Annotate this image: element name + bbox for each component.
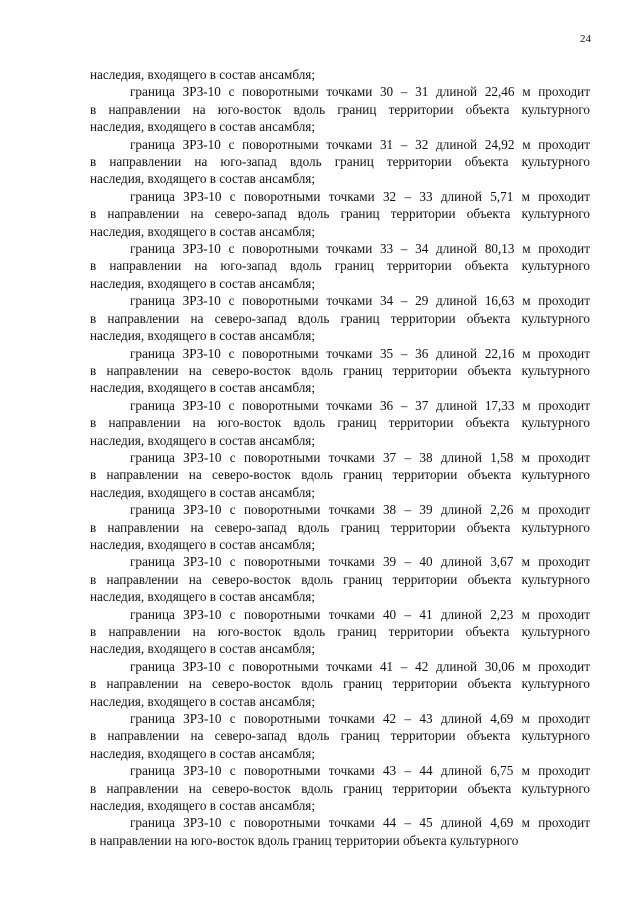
paragraph (90, 553, 590, 605)
paragraph (90, 449, 590, 501)
page-number: 24 (580, 33, 591, 45)
text-line: граница ЗРЗ-10 с поворотными точками 36 – 37 длиной 17,33 м проходит (130, 397, 590, 413)
text-line: наследия, входящего в состав ансамбля; (90, 328, 316, 344)
text-line: наследия, входящего в состав ансамбля; (90, 693, 316, 709)
text-line: в направлении на северо-запад вдоль границ территории объекта культурного (90, 728, 590, 744)
text-line: граница ЗРЗ-10 с поворотными точками 43 – 44 длиной 6,75 м проходит (130, 763, 590, 779)
text-line: граница ЗРЗ-10 с поворотными точками 32 – 33 длиной 5,71 м проходит (130, 188, 590, 204)
paragraph (90, 345, 590, 397)
text-line: наследия, входящего в состав ансамбля; (90, 484, 316, 500)
paragraph (90, 83, 590, 135)
text-line: наследия, входящего в состав ансамбля; (90, 275, 316, 291)
paragraph (90, 710, 590, 762)
text-line: граница ЗРЗ-10 с поворотными точками 30 – 31 длиной 22,46 м проходит (130, 84, 590, 100)
text-line: в направлении на юго-восток вдоль границ территории объекта культурного (90, 624, 590, 639)
text-line: в направлении на северо-восток вдоль границ территории объекта культурного (90, 780, 590, 796)
text-line: наследия, входящего в состав ансамбля; (90, 589, 316, 605)
text-line: в направлении на юго-восток вдоль границ территории объекта культурного (90, 415, 590, 431)
paragraph (90, 397, 590, 449)
paragraph (90, 762, 590, 814)
text-line: граница ЗРЗ-10 с поворотными точками 37 – 38 длиной 1,58 м проходит (130, 449, 590, 465)
text-line: граница ЗРЗ-10 с поворотными точками 40 – 41 длиной 2,23 м проходит (130, 606, 590, 622)
text-line: наследия, входящего в состав ансамбля; (90, 223, 316, 239)
text-line: граница ЗРЗ-10 с поворотными точками 42 – 43 длиной 4,69 м проходит (130, 711, 590, 727)
text-line: граница ЗРЗ-10 с поворотными точками 33 – 34 длиной 80,13 м проходит (130, 241, 590, 257)
text-line: граница ЗРЗ-10 с поворотными точками 31 – 32 длиной 24,92 м проходит (130, 136, 590, 152)
paragraph-list (90, 83, 590, 849)
text-line: в направлении на северо-запад вдоль границ территории объекта культурного (90, 519, 590, 535)
paragraph (90, 136, 590, 188)
text-line: граница ЗРЗ-10 с поворотными точками 35 – 36 длиной 22,16 м проходит (130, 345, 590, 361)
paragraph (90, 606, 590, 658)
body-text (90, 66, 590, 849)
text-line: наследия, входящего в состав ансамбля; (90, 536, 316, 552)
text-line: граница ЗРЗ-10 с поворотными точками 44 – 45 длиной 4,69 м проходит (130, 815, 590, 831)
text-line: граница ЗРЗ-10 с поворотными точками 41 – 42 длиной 30,06 м проходит (130, 658, 590, 674)
text-line: наследия, входящего в состав ансамбля; (90, 119, 316, 135)
text-line: в направлении на северо-восток вдоль границ территории объекта культурного (90, 676, 590, 692)
text-line: наследия, входящего в состав ансамбля; (90, 798, 316, 814)
text-line: наследия, входящего в состав ансамбля; (90, 67, 316, 82)
text-line: наследия, входящего в состав ансамбля; (90, 380, 316, 396)
paragraph (90, 814, 590, 849)
text-line: в направлении на юго-восток вдоль границ территории объекта культурного (90, 101, 590, 117)
text-line: наследия, входящего в состав ансамбля; (90, 641, 316, 657)
text-line: в направлении на северо-запад вдоль границ территории объекта культурного (90, 206, 590, 222)
paragraph (90, 188, 590, 240)
paragraph (90, 658, 590, 710)
text-line: граница ЗРЗ-10 с поворотными точками 34 – 29 длиной 16,63 м проходит (130, 293, 590, 309)
paragraph (90, 240, 590, 292)
text-line: в направлении на юго-запад вдоль границ территории объекта культурного (90, 154, 590, 170)
text-line: граница ЗРЗ-10 с поворотными точками 39 – 40 длиной 3,67 м проходит (130, 554, 590, 570)
text-line: в направлении на северо-запад вдоль границ территории объекта культурного (90, 310, 590, 326)
paragraph (90, 501, 590, 553)
text-line: наследия, входящего в состав ансамбля; (90, 745, 316, 761)
text-line: в направлении на юго-восток вдоль границ территории объекта культурного (90, 832, 519, 848)
text-line: в направлении на северо-восток вдоль границ территории объекта культурного (90, 362, 590, 378)
text-line: в направлении на северо-восток вдоль границ территории объекта культурного (90, 571, 590, 587)
paragraph (90, 292, 590, 344)
text-line: в направлении на юго-запад вдоль границ территории объекта культурного (90, 258, 590, 274)
text-line: наследия, входящего в состав ансамбля; (90, 432, 316, 448)
text-line: наследия, входящего в состав ансамбля; (90, 171, 316, 187)
text-line: в направлении на северо-восток вдоль границ территории объекта культурного (90, 467, 590, 483)
text-line: граница ЗРЗ-10 с поворотными точками 38 – 39 длиной 2,26 м проходит (130, 502, 590, 518)
